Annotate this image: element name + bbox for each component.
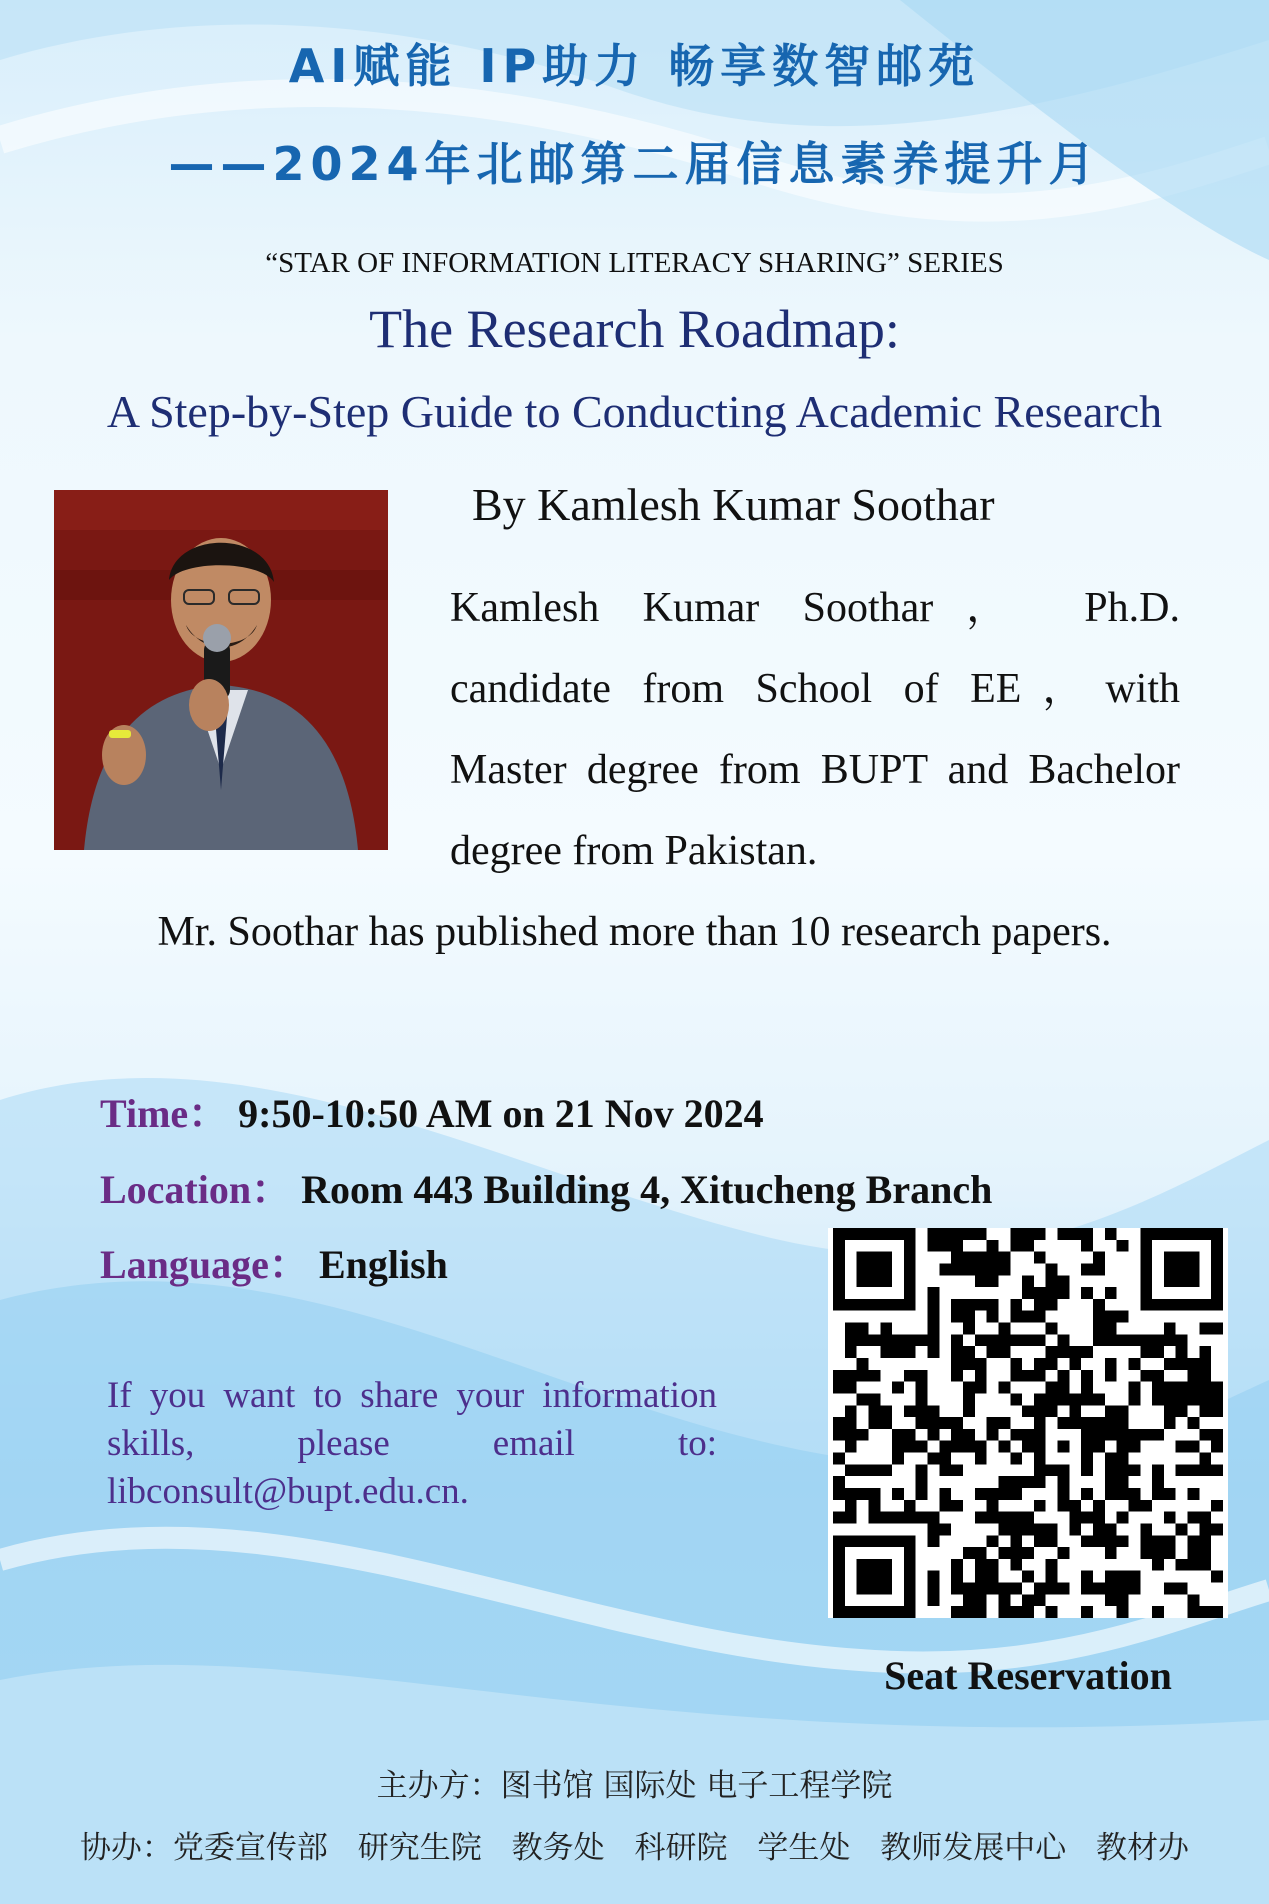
event-location-row (100, 1158, 992, 1215)
talk-subtitle: A Step-by-Step Guide to Conducting Academic Research (106, 386, 1163, 437)
poster-title-line-2: ——2024年北邮第二届信息素养提升月 (168, 137, 1101, 191)
organizers: 主办方：图书馆 国际处 电子工程学院 (376, 1768, 893, 1804)
event-language-row (100, 1233, 448, 1290)
co-organizers: 协办：党委宣传部 研究生院 教务处 科研院 学生处 教师发展中心 教材办 (79, 1830, 1190, 1866)
speaker-bio: Kamlesh Kumar Soothar， Ph.D. candidate from School of EE，with Master degree from BUPT and Bachelor degree from Pakistan. (450, 585, 1180, 874)
event-language-label: Language： (100, 1242, 309, 1287)
qr-caption: Seat Reservation (884, 1653, 1172, 1698)
series-label: “STAR OF INFORMATION LITERACY SHARING” SERIES (265, 247, 1004, 279)
event-time-label: Time： (100, 1091, 229, 1136)
speaker-byline: By Kamlesh Kumar Soothar (472, 479, 995, 530)
event-time-row (100, 1082, 764, 1139)
seat-reservation-qr-code[interactable] (828, 1228, 1228, 1618)
poster-title-line-1: AI赋能 IP助力 畅享数智邮苑 (288, 39, 981, 93)
speaker-publications: Mr. Soothar has published more than 10 research papers. (157, 909, 1112, 955)
event-location-value: Room 443 Building 4, Xitucheng Branch (301, 1167, 993, 1212)
qr-code-pattern (828, 1228, 1228, 1618)
speaker-photo (54, 490, 388, 850)
event-language-value: English (318, 1242, 448, 1287)
qr-modules (833, 1228, 1223, 1618)
speaker-photo-illustration (54, 490, 388, 850)
talk-title: The Research Roadmap: (369, 299, 900, 359)
event-location-label: Location： (100, 1167, 292, 1212)
event-time-value: 9:50-10:50 AM on 21 Nov 2024 (238, 1091, 764, 1136)
share-skills-note: If you want to share your information skills, please email to: libconsult@bupt.edu.cn. (107, 1375, 717, 1512)
